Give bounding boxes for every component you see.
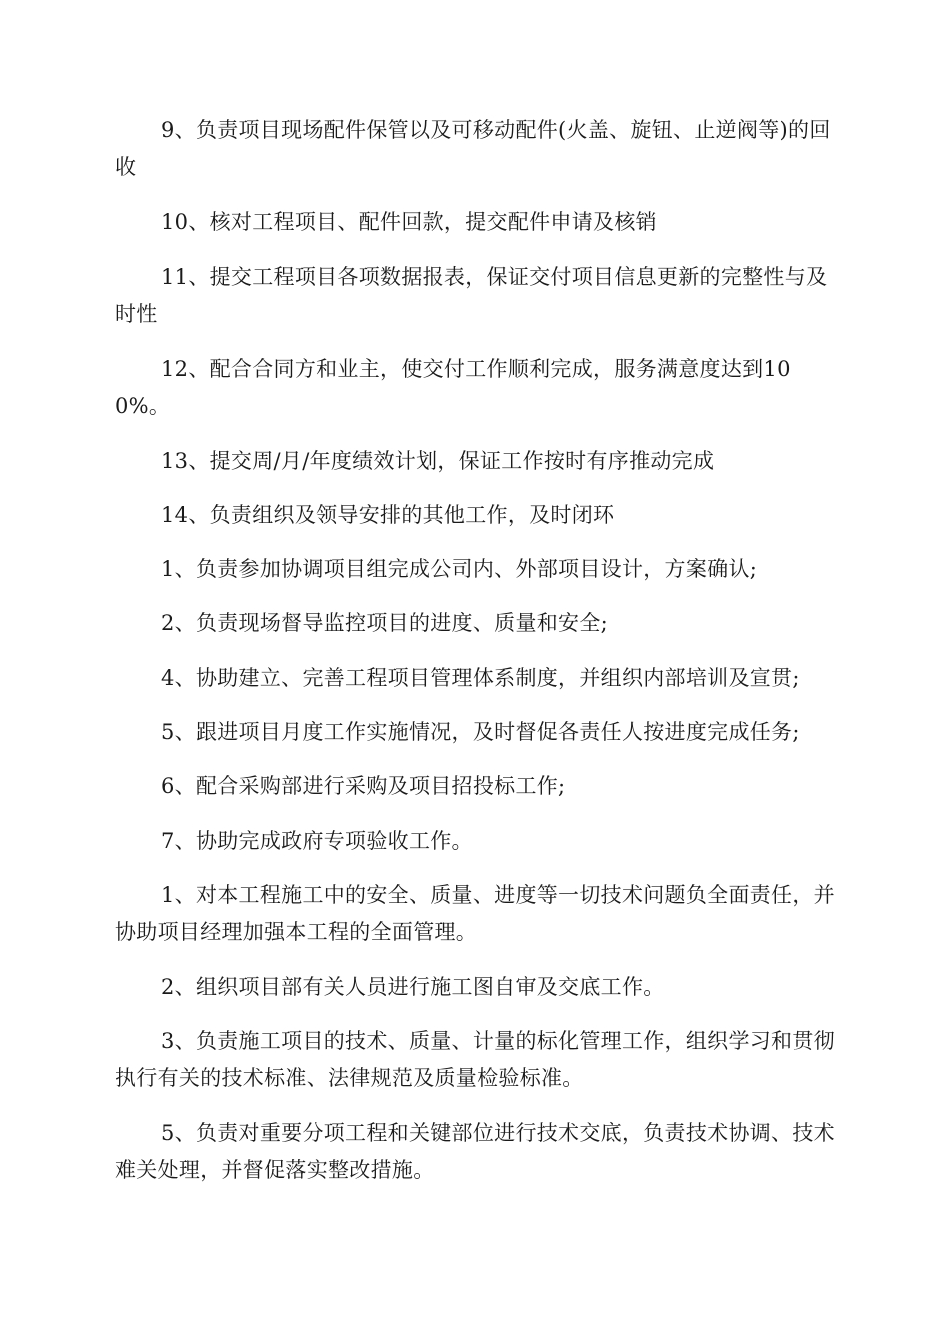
paragraph-duty-1: 1、负责参加协调项目组完成公司内、外部项目设计，方案确认; — [161, 557, 758, 581]
paragraph-tech-3: 3、负责施工项目的技术、质量、计量的标化管理工作，组织学习和贯彻执行有关的技术标准、法律规范及质量检验标准。 — [115, 1029, 835, 1090]
paragraph-duty-7: 7、协助完成政府专项验收工作。 — [161, 829, 473, 853]
paragraph-duty-4: 4、协助建立、完善工程项目管理体系制度，并组织内部培训及宣贯; — [161, 666, 800, 690]
paragraph-duty-5: 5、跟进项目月度工作实施情况，及时督促各责任人按进度完成任务; — [161, 720, 800, 744]
paragraph-duty-6: 6、配合采购部进行采购及项目招投标工作; — [161, 774, 566, 798]
paragraph-item-10: 10、核对工程项目、配件回款，提交配件申请及核销 — [161, 210, 657, 234]
paragraph-tech-5: 5、负责对重要分项工程和关键部位进行技术交底，负责技术协调、技术难关处理，并督促落实整改措施。 — [115, 1121, 835, 1182]
paragraph-item-12: 12、配合合同方和业主，使交付工作顺利完成，服务满意度达到100%。 — [115, 357, 791, 418]
paragraph-tech-1: 1、对本工程施工中的安全、质量、进度等一切技术问题负全面责任，并协助项目经理加强本工程的全面管理。 — [115, 883, 835, 944]
paragraph-item-9: 9、负责项目现场配件保管以及可移动配件(火盖、旋钮、止逆阀等)的回收 — [115, 118, 831, 179]
paragraph-tech-2: 2、组织项目部有关人员进行施工图自审及交底工作。 — [161, 975, 665, 999]
paragraph-item-11: 11、提交工程项目各项数据报表，保证交付项目信息更新的完整性与及时性 — [115, 265, 828, 326]
paragraph-item-13: 13、提交周/月/年度绩效计划，保证工作按时有序推动完成 — [161, 449, 715, 473]
paragraph-item-14: 14、负责组织及领导安排的其他工作，及时闭环 — [161, 503, 615, 527]
paragraph-duty-2: 2、负责现场督导监控项目的进度、质量和安全; — [161, 611, 609, 635]
